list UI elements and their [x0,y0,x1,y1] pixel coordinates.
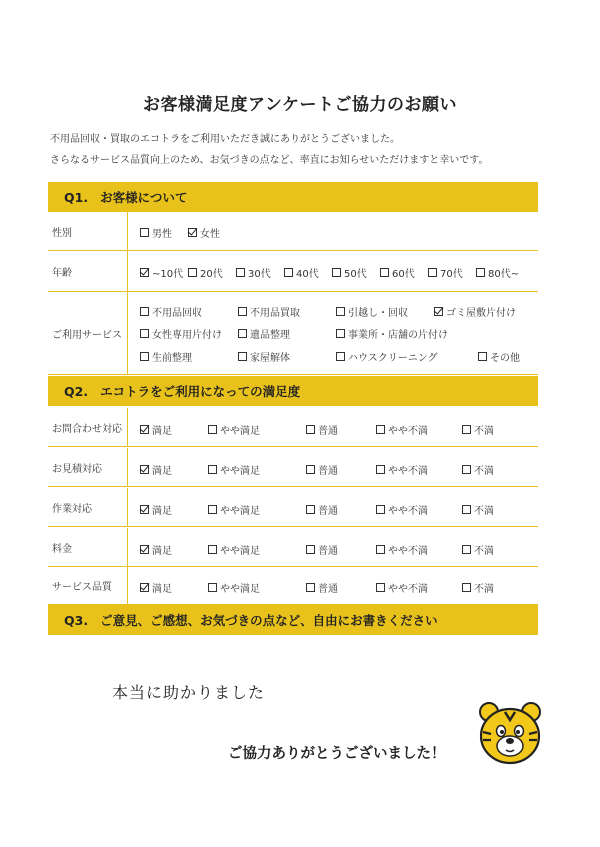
service-option[interactable] [140,326,222,341]
satisfaction-option[interactable] [376,580,428,595]
q2-header [48,376,538,406]
service-option[interactable] [238,304,300,319]
satisfaction-option[interactable] [208,580,260,595]
satisfaction-option[interactable] [376,542,428,557]
satisfaction-option[interactable] [306,422,338,437]
service-option[interactable] [336,326,448,341]
checkbox-checked[interactable] [434,307,443,316]
intro-line-1: 不用品回収・買取のエコトラをご利用いただき誠にありがとうございました。 [50,134,400,145]
gender-label: 性別 [48,212,128,250]
checkbox[interactable] [306,583,315,592]
age-option[interactable] [140,265,183,280]
checkbox[interactable] [306,425,315,434]
age-option[interactable] [380,265,415,280]
intro-line-2: さらなるサービス品質向上のため、お気づきの点など、率直にお知らせいただけますと幸いです。 [50,155,489,166]
checkbox-checked[interactable] [140,545,149,554]
checkbox[interactable] [376,425,385,434]
satisfaction-option[interactable] [462,542,494,557]
page-title: お客様満足度アンケートご協力のお願い [143,95,457,115]
satisfaction-option[interactable] [306,462,338,477]
q1-number: Q1. [64,189,89,205]
checkbox-checked[interactable] [140,425,149,434]
option-label: 不満 [474,466,494,477]
option-label: 普通 [318,466,338,477]
checkbox[interactable] [462,583,471,592]
satisfaction-option[interactable] [140,542,172,557]
option-label: やや満足 [220,546,260,557]
checkbox[interactable] [140,307,149,316]
satisfaction-option[interactable] [140,580,172,595]
satisfaction-option[interactable] [306,542,338,557]
satisfaction-row-label: お問合わせ対応 [48,408,128,446]
option-label: やや満足 [220,426,260,437]
checkbox[interactable] [336,329,345,338]
option-label: 満足 [152,506,172,517]
service-option[interactable] [434,304,516,319]
option-label: 70代 [440,269,463,280]
option-label: 不満 [474,506,494,517]
satisfaction-row-label: サービス品質 [48,566,128,604]
q1-header [48,182,538,212]
option-label: 遺品整理 [250,330,290,341]
option-label: 20代 [200,269,223,280]
checkbox-checked[interactable] [140,268,149,277]
checkbox[interactable] [208,425,217,434]
service-option[interactable] [140,304,202,319]
age-option[interactable] [428,265,463,280]
option-label: やや不満 [388,584,428,595]
satisfaction-option[interactable] [208,422,260,437]
q3-header [48,605,538,635]
gender-row [48,212,538,251]
gender-option-male[interactable] [140,225,172,240]
option-label: 事業所・店舗の片付け [348,330,448,341]
q3-number: Q3. [64,612,89,628]
option-label: 家屋解体 [250,353,290,364]
service-option[interactable] [238,349,290,364]
q3-heading: ご意見、ご感想、お気づきの点など、自由にお書きください [100,613,438,628]
option-label: 女性 [200,229,220,240]
tiger-face-icon [475,698,545,768]
option-label: その他 [490,353,520,364]
option-label: 満足 [152,546,172,557]
service-row [48,292,538,375]
satisfaction-option[interactable] [140,502,172,517]
satisfaction-option[interactable] [462,502,494,517]
checkbox[interactable] [380,268,389,277]
checkbox[interactable] [140,329,149,338]
option-label: 不満 [474,584,494,595]
satisfaction-option[interactable] [376,462,428,477]
q1-heading: お客様について [100,190,188,205]
option-label: やや満足 [220,466,260,477]
checkbox[interactable] [462,545,471,554]
option-label: やや不満 [388,466,428,477]
age-option[interactable] [476,265,519,280]
option-label: やや満足 [220,584,260,595]
option-label: 50代 [344,269,367,280]
service-option[interactable] [140,349,192,364]
satisfaction-row [48,448,538,487]
checkbox[interactable] [140,352,149,361]
age-option[interactable] [188,265,223,280]
checkbox[interactable] [208,583,217,592]
checkbox-checked[interactable] [140,505,149,514]
checkbox[interactable] [462,505,471,514]
checkbox[interactable] [238,307,247,316]
age-option[interactable] [332,265,367,280]
checkbox[interactable] [188,268,197,277]
checkbox[interactable] [376,465,385,474]
satisfaction-option[interactable] [208,542,260,557]
option-label: ~10代 [152,269,184,280]
option-label: 30代 [248,269,271,280]
satisfaction-row-label: お見積対応 [48,448,128,486]
checkbox[interactable] [140,228,149,237]
gender-option-female[interactable] [188,225,220,240]
checkbox[interactable] [236,268,245,277]
checkbox[interactable] [462,425,471,434]
satisfaction-row [48,408,538,447]
option-label: 不用品買取 [250,308,300,319]
option-label: 80代~ [488,269,520,280]
satisfaction-option[interactable] [208,462,260,477]
option-label: ハウスクリーニング [348,353,438,364]
service-option[interactable] [336,349,438,364]
satisfaction-option[interactable] [376,502,428,517]
satisfaction-row [48,488,538,527]
checkbox-checked[interactable] [188,228,197,237]
option-label: 普通 [318,546,338,557]
closing-message: ご協力ありがとうございました！ [228,746,446,762]
service-option[interactable] [478,349,520,364]
option-label: 40代 [296,269,319,280]
option-label: 満足 [152,466,172,477]
q2-number: Q2. [64,383,89,399]
service-option[interactable] [336,304,408,319]
checkbox[interactable] [376,545,385,554]
option-label: 普通 [318,584,338,595]
checkbox[interactable] [336,307,345,316]
option-label: やや不満 [388,506,428,517]
option-label: 60代 [392,269,415,280]
satisfaction-option[interactable] [140,422,172,437]
checkbox[interactable] [478,352,487,361]
option-label: 不満 [474,426,494,437]
checkbox[interactable] [306,505,315,514]
age-row [48,251,538,292]
option-label: 普通 [318,426,338,437]
checkbox[interactable] [332,268,341,277]
option-label: 引越し・回収 [348,308,408,319]
checkbox[interactable] [208,465,217,474]
checkbox[interactable] [462,465,471,474]
option-label: 生前整理 [152,353,192,364]
q2-heading: エコトラをご利用になっての満足度 [100,384,301,399]
satisfaction-option[interactable] [462,462,494,477]
option-label: 男性 [152,229,172,240]
checkbox[interactable] [306,465,315,474]
option-label: 普通 [318,506,338,517]
option-label: やや不満 [388,546,428,557]
option-label: 満足 [152,426,172,437]
option-label: 不満 [474,546,494,557]
age-label: 年齢 [48,251,128,291]
checkbox[interactable] [208,505,217,514]
option-label: ゴミ屋敷片付け [446,308,516,319]
satisfaction-option[interactable] [376,422,428,437]
service-label: ご利用サービス [48,292,128,374]
checkbox[interactable] [428,268,437,277]
option-label: 満足 [152,584,172,595]
checkbox-checked[interactable] [140,583,149,592]
checkbox[interactable] [238,352,247,361]
checkbox[interactable] [208,545,217,554]
option-label: 女性専用片付け [152,330,222,341]
service-option[interactable] [238,326,290,341]
checkbox[interactable] [336,352,345,361]
satisfaction-row-label: 作業対応 [48,488,128,526]
age-option[interactable] [236,265,271,280]
satisfaction-option[interactable] [208,502,260,517]
option-label: 不用品回収 [152,308,202,319]
age-option[interactable] [284,265,319,280]
satisfaction-option[interactable] [462,422,494,437]
option-label: やや不満 [388,426,428,437]
checkbox[interactable] [376,583,385,592]
satisfaction-option[interactable] [306,502,338,517]
checkbox[interactable] [284,268,293,277]
satisfaction-option[interactable] [462,580,494,595]
handwritten-answer: 本当に助かりました [112,683,266,702]
checkbox[interactable] [476,268,485,277]
checkbox-checked[interactable] [140,465,149,474]
option-label: やや満足 [220,506,260,517]
satisfaction-option[interactable] [140,462,172,477]
satisfaction-row [48,566,538,605]
satisfaction-option[interactable] [306,580,338,595]
checkbox[interactable] [306,545,315,554]
checkbox[interactable] [238,329,247,338]
satisfaction-row [48,528,538,567]
checkbox[interactable] [376,505,385,514]
satisfaction-row-label: 料金 [48,528,128,566]
